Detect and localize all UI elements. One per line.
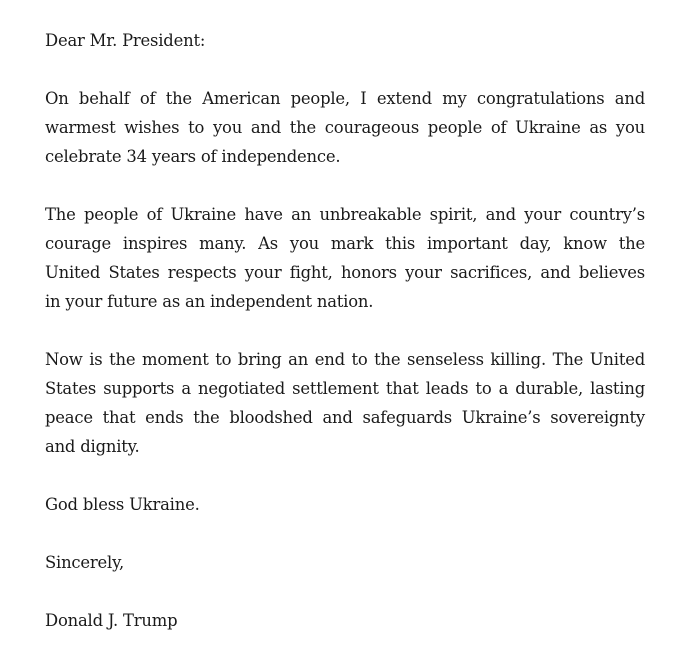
paragraph-line: peace that ends the bloodshed and safeguards Ukraine’s sovereignty — [45, 408, 645, 427]
paragraph-line: The people of Ukraine have an unbreakable spirit, and your country’s — [45, 205, 645, 224]
paragraph-line: in your future as an independent nation. — [45, 292, 374, 311]
paragraph-1 — [45, 84, 645, 171]
letter-body — [45, 26, 645, 635]
paragraph-line: Now is the moment to bring an end to the senseless killing. The United — [45, 350, 645, 369]
paragraph-line: On behalf of the American people, I extend my congratulations and — [45, 89, 645, 108]
closing: Sincerely, — [45, 553, 124, 572]
paragraph-line: courage inspires many. As you mark this important day, know the — [45, 234, 645, 253]
salutation: Dear Mr. President: — [45, 31, 206, 50]
blessing: God bless Ukraine. — [45, 495, 200, 514]
paragraph-line: warmest wishes to you and the courageous people of Ukraine as you — [45, 118, 645, 137]
paragraph-line: States supports a negotiated settlement that leads to a durable, lasting — [45, 379, 645, 398]
paragraph-line: United States respects your fight, honors your sacrifices, and believes — [45, 263, 645, 282]
paragraph-line: celebrate 34 years of independence. — [45, 147, 341, 166]
paragraph-line: and dignity. — [45, 437, 140, 456]
signature-name: Donald J. Trump — [45, 611, 178, 630]
paragraph-2 — [45, 200, 645, 316]
paragraph-3 — [45, 345, 645, 461]
